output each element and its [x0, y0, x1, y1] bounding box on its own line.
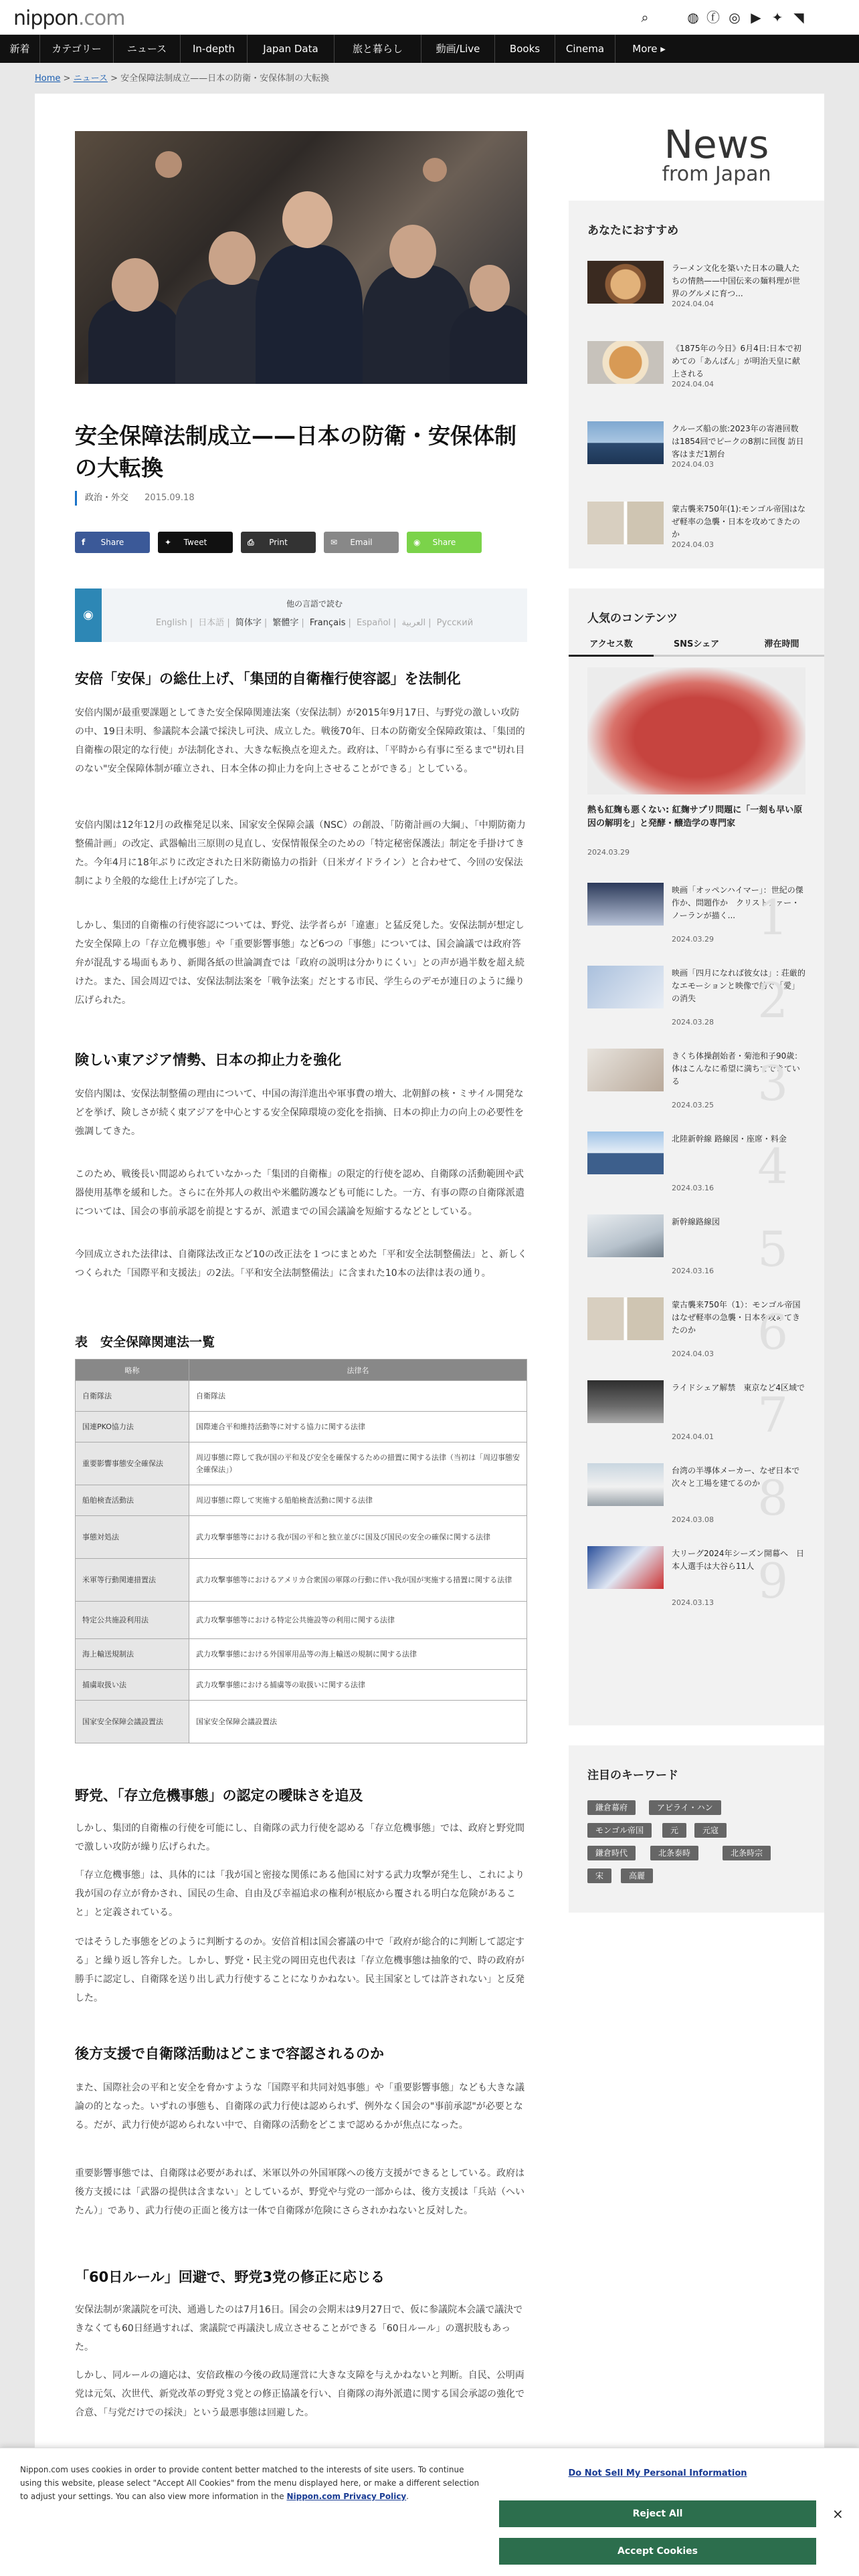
table-header: 略称: [76, 1360, 189, 1381]
table-row: 国家安全保障会議設置法 国家安全保障会議設置法: [76, 1701, 527, 1743]
section-heading: 野党、「存立危機事態」の認定の曖昧さを追及: [75, 1788, 363, 1804]
table-row: 国連PKO協力法 国際連合平和維持活動等に対する協力に関する法律: [76, 1412, 527, 1442]
table-row: 米軍等行動関連措置法 武力攻撃事態等におけるアメリカ合衆国の軍隊の行動に伴い我が国が実施する措置に関する法律: [76, 1559, 527, 1602]
breadcrumb-current: 安全保障法制成立——日本の防衛・安保体制の大転換: [120, 74, 330, 84]
breadcrumb-news[interactable]: ニュース: [73, 74, 108, 84]
paragraph: 安倍内閣が最重要課題としてきた安全保障関連法案（安保法制）が2015年9月17日、与野党の激しい攻防の中、19日未明、参議院本会議で採決し可決、成立した。戦後70年、日本の防衛安全保障政策は、「集団的自衛権の限定的な行使」が法制化され、大きな転換点を迎えた。政府は、「平時から有事に至るまで"切れ目のない"安全保障体制が確立され、日本全体の抑止力を向上させることができる」としている。: [75, 708, 525, 774]
email-button[interactable]: ✉ Email: [324, 532, 399, 553]
popular-item[interactable]: 大リーグ2024年シーズン開幕へ 日本人選手は大谷ら11人 2024.03.13 9: [587, 1546, 801, 1613]
popular-item[interactable]: きくち体操創始者・菊池和子90歳：体はこんなに希望に満ちてできている 2024.03.25 3: [587, 1049, 801, 1115]
close-icon[interactable]: ×: [832, 2506, 844, 2522]
search-icon[interactable]: ⌕: [641, 9, 649, 25]
nav-item-books[interactable]: Books: [495, 35, 555, 63]
nav-item-news[interactable]: ニュース: [114, 35, 181, 63]
language-switcher-title: 他の言語で読む: [286, 599, 343, 609]
thumbnail: [587, 421, 664, 464]
lang-traditional-chinese[interactable]: 繁體字: [272, 618, 299, 628]
popular-item[interactable]: 台湾の半導体メーカー、なぜ日本で次々と工場を建てるのか 2024.03.08 8: [587, 1463, 801, 1530]
popular-first-image[interactable]: [587, 667, 805, 794]
facebook-icon[interactable]: ⓕ: [706, 9, 720, 25]
thumbnail: [587, 1049, 664, 1091]
keyword-tag[interactable]: 宋: [587, 1868, 611, 1883]
table-row: 船舶検査活動法 周辺事態に際して実施する船舶検査活動に関する法律: [76, 1485, 527, 1516]
section-heading: 後方支援で自衛隊活動はどこまで容認されるのか: [75, 2046, 384, 2062]
nav-item-cinema[interactable]: Cinema: [555, 35, 615, 63]
table-caption: 表 安全保障関連法一覧: [75, 1335, 215, 1350]
hero-photo: [75, 131, 527, 384]
breadcrumb-sep: >: [63, 74, 71, 84]
thumbnail: [587, 341, 664, 384]
nav-item-indepth[interactable]: In-depth: [181, 35, 248, 63]
email-icon: ✉: [330, 538, 338, 547]
recommend-item[interactable]: ラーメン文化を築いた日本の職人たちの情熱——中国伝来の麺料理が世界のグルメに育つ... 2024.04.04: [587, 261, 801, 314]
popular-item[interactable]: 北陸新幹線 路線図・座席・料金 2024.03.16 4: [587, 1132, 801, 1198]
language-list: English | 日本語 | 简体字 | 繁體字 | Français | Español | العربية | Русский: [155, 618, 474, 628]
recommend-item[interactable]: クルーズ船の旅:2023年の寄港回数は1854回でピークの8割に回復 訪日客はまだ1割台 2024.04.03: [587, 421, 801, 475]
article-category[interactable]: 政治・外交: [85, 493, 129, 503]
cookie-banner: [0, 2448, 859, 2576]
paragraph: 重要影響事態では、自衛隊は必要があれば、米軍以外の外国軍隊への後方支援ができるとしている。政府は後方支援には「武器の提供は含まない」としているが、野党や与党の一部からは、後方支援は「兵站（へいたん）」であり、武力行使の正面と後方は一体で自衛隊が危険にさらされかねないと反対した。: [75, 2168, 524, 2216]
thumbnail: [587, 1380, 664, 1423]
popular-tabs: [569, 637, 824, 657]
keyword-title: 注目のキーワード: [587, 1769, 678, 1782]
thumbnail: [587, 883, 664, 926]
popular-title: 人気のコンテンツ: [587, 612, 678, 625]
recommend-box: [569, 201, 824, 568]
popular-box: [569, 588, 824, 1725]
keyword-tag[interactable]: 元: [662, 1823, 686, 1838]
lang-spanish[interactable]: Español: [357, 618, 391, 628]
lang-russian[interactable]: Русский: [436, 618, 474, 628]
keyword-tag[interactable]: モンゴル帝国: [587, 1823, 652, 1838]
reject-all-button[interactable]: Reject All: [499, 2500, 816, 2527]
facebook-icon: f: [82, 538, 86, 547]
keyword-tag[interactable]: 高麗: [621, 1868, 653, 1883]
globe-icon[interactable]: ◍: [687, 9, 699, 25]
nav-item-new[interactable]: 新着: [0, 35, 40, 63]
print-icon: ⎙: [248, 538, 254, 547]
popular-first-date: 2024.03.29: [587, 848, 630, 857]
tweet-button[interactable]: ✦ Tweet: [158, 532, 233, 553]
nav-item-video[interactable]: 動画/Live: [421, 35, 495, 63]
breadcrumb-sep: >: [110, 74, 118, 84]
youtube-icon[interactable]: ▶: [751, 9, 761, 25]
article-date: 2015.09.18: [145, 493, 195, 503]
lang-simplified-chinese[interactable]: 简体字: [235, 618, 262, 628]
breadcrumb-home[interactable]: Home: [35, 74, 61, 84]
line-icon: ◉: [413, 538, 421, 547]
instagram-icon[interactable]: ◎: [729, 9, 741, 25]
popular-item[interactable]: 映画「四月になれば彼女は」: 荘厳的なエモーションと映像で紡ぐ「愛」の消失 2024.03.28 2: [587, 966, 801, 1033]
news-from-japan-banner[interactable]: News from Japan: [662, 122, 771, 186]
keyword-tag[interactable]: 北条時宗: [723, 1846, 771, 1860]
paragraph: しかし、集団的自衛権の行使容認については、野党、法学者らが「違憲」と猛反発した。安保法制が想定した安全保障上の「存立危機事態」や「重要影響事態」など6つの「事態」については、国会論議では政府答弁が混乱する場面もあり、新聞各紙の世論調査では「政府の説明は分かりにくい」との声が過半数を超え続けた。また、国会周辺では、安保法制法案を「戦争法案」だとする市民、学生らのデモが連日のように繰り広げられた。: [75, 920, 524, 1006]
do-not-sell-link[interactable]: Do Not Sell My Personal Information: [568, 2468, 747, 2478]
paragraph: ではそうした事態をどのように判断するのか。安倍首相は国会審議の中で「政府が総合的に判断して認定する」と繰り返し答弁した。しかし、野党・民主党の岡田克也代表は「存立危機事態は抽象的で、時の政府が勝手に認定し、自衛隊を送り出し武力行使することになりかねない。民主国家としては許されない」と反発した。: [75, 1937, 524, 2004]
accept-cookies-button[interactable]: Accept Cookies: [499, 2538, 816, 2565]
twitter-icon: ✦: [165, 538, 172, 547]
paragraph: 今回成立された法律は、自衛隊法改正など10の改正法を１つにまとめた「平和安全法制整備法」と、新しくつくられた「国際平和支援法」の2法。「平和安全法制整備法」に含まれた10本の法律は表の通り。: [75, 1249, 527, 1279]
cookie-text: Nippon.com uses cookies in order to provide content better matched to the interests of site users. To continue using this website, please select "Accept All Cookies" from the menu displayed here, or make a different selection to adjust your settings. You can also view more information in the Nippon.com Privacy Policy.: [20, 2465, 480, 2501]
law-table: [75, 1359, 527, 1743]
thumbnail: [587, 1132, 664, 1174]
popular-item[interactable]: 蒙古襲来750年（1）：モンゴル帝国はなぜ軽率の急襲・日本を攻めてきたのか 2024.04.03 6: [587, 1297, 801, 1364]
site-logo[interactable]: nippon.com: [13, 7, 125, 30]
keyword-tag[interactable]: 鎌倉幕府: [587, 1800, 636, 1815]
keyword-tag[interactable]: 鎌倉時代: [587, 1846, 636, 1860]
line-share-button[interactable]: ◉ Share: [407, 532, 482, 553]
paragraph: しかし、同ルールの適応は、安倍政権の今後の政局運営に大きな支障を与えかねないと判断。自民、公明両党は元気、次世代、新党改革の野党３党との修正協議を行い、自衛隊の海外派遣に関する国会承認の強化で合意、「与党だけでの採決」という最悪事態は回避した。: [75, 2370, 524, 2418]
tab-access[interactable]: アクセス数: [569, 637, 654, 657]
print-button[interactable]: ⎙ Print: [241, 532, 316, 553]
section-heading: 「60日ルール」回避で、野党3党の修正に応じる: [75, 2269, 385, 2285]
recommend-title: あなたにおすすめ: [587, 224, 679, 237]
paragraph: このため、戦後長い間認められていなかった「集団的自衛権」の限定的行使を認め、自衛隊の活動範囲や武器使用基準を緩和した。さらに在外邦人の救出や米艦防護なども可能にした。一方、有事の際の自衛隊派遣については、国会の事前承認を前提とするが、派遣までの国会議論を短縮するなどとしている。: [75, 1169, 524, 1217]
table-row: 特定公共施設利用法 武力攻撃事態等における特定公共施設等の利用に関する法律: [76, 1602, 527, 1639]
paragraph: しかし、集団的自衛権の行使を可能にし、自衛隊の武力行使を認める「存立危機事態」では、政府と野党間で激しい攻防が繰り広げられた。: [75, 1823, 524, 1852]
table-row: 重要影響事態安全確保法 周辺事態に際して我が国の平和及び安全を確保するための措置に関する法律（当初は「周辺事態安全確保法」）: [76, 1442, 527, 1485]
popular-item[interactable]: ライドシェア解禁 東京など4区域で 2024.04.01 7: [587, 1380, 801, 1447]
lang-french[interactable]: Français: [309, 618, 346, 628]
nav-item-more[interactable]: More ▸: [632, 43, 666, 55]
table-header: 法律名: [189, 1360, 527, 1381]
top-bar: [0, 0, 859, 35]
lang-japanese[interactable]: 日本語: [198, 618, 225, 628]
thumbnail: [587, 1214, 664, 1257]
language-switcher: [75, 588, 527, 642]
facebook-share-button[interactable]: f Share: [75, 532, 150, 553]
lang-english[interactable]: English: [155, 618, 187, 628]
keyword-tag[interactable]: 元寇: [694, 1823, 727, 1838]
paragraph: 安保法制が衆議院を可決、通過したのは7月16日。国会の会期末は9月27日で、仮に参議院本会議で議決できなくても60日経過すれば、衆議院で再議決し成立させることができる「60日ルール」の選択肢もあった。: [75, 2304, 523, 2353]
keyword-tag[interactable]: アピライ・ハン: [649, 1800, 721, 1815]
table-row: 事態対処法 武力攻撃事態等における我が国の平和と独立並びに国及び国民の安全の確保に関する法律: [76, 1516, 527, 1559]
tab-sns[interactable]: SNSシェア: [654, 637, 739, 657]
nav-item-travel[interactable]: 旅と暮らし: [335, 35, 421, 63]
paragraph: 「存立危機事態」は、具体的には「我が国と密接な関係にある他国に対する武力攻撃が発生し、これにより我が国の存立が脅かされ、国民の生命、自由及び幸福追求の権利が根底から覆される明白な危険があること」と定義されている。: [75, 1870, 524, 1918]
nav-item-category[interactable]: カテゴリー: [40, 35, 114, 63]
popular-item[interactable]: 映画「オッペンハイマー」：世紀の傑作か、問題作か クリストファー・ノーランが描く... 2024.03.29 1: [587, 883, 801, 950]
paragraph: 安倍内閣は12年12月の政権発足以来、国家安全保障会議（NSC）の創設、「防衛計画の大綱」、「中期防衛力整備計画」の改定、武器輸出三原則の見直し、安保情報保全のための「特定秘密保護法」制定を手掛けてきた。今年4月に18年ぶりに改定された日米防衛協力の指針（日米ガイドライン）と合わせて、今回の安保法制により全般的な総仕上げが完了した。: [75, 820, 526, 887]
paragraph: 安倍内閣は、安保法制整備の理由について、中国の海洋進出や軍事費の増大、北朝鮮の核・ミサイル開発などを挙げ、険しさが続く東アジアを中心とする安全保障環境の変化を指摘、日本の抑止力の向上の必要性を強調してきた。: [75, 1089, 524, 1137]
nav-item-japan-data[interactable]: Japan Data: [248, 35, 335, 63]
recommend-item[interactable]: 蒙古襲来750年(1):モンゴル帝国はなぜ軽率の急襲・日本を攻めてきたのか 2024.04.03: [587, 502, 801, 555]
tab-time[interactable]: 滞在時間: [739, 637, 824, 657]
recommend-item[interactable]: 《1875年の今日》6月4日:日本で初めての「あんぱん」が明治天皇に献上される 2024.04.04: [587, 341, 801, 395]
popular-first-title[interactable]: 熱も紅麹も悪くない: 紅麹サプリ問題に「一刻も早い原因の解明を」と発酵・醸造学の専門家: [587, 805, 803, 829]
privacy-policy-link[interactable]: Nippon.com Privacy Policy: [286, 2492, 407, 2501]
breadcrumb: [35, 71, 329, 84]
table-row: 捕虜取扱い法 武力攻撃事態における捕虜等の取扱いに関する法律: [76, 1670, 527, 1701]
twitter-icon[interactable]: ✦: [771, 9, 783, 25]
thumbnail: [587, 1546, 664, 1589]
lang-arabic[interactable]: العربية: [401, 618, 426, 628]
table-row: 自衛隊法 自衛隊法: [76, 1381, 527, 1412]
thumbnail: [587, 1463, 664, 1506]
article-title: 安全保障法制成立——日本の防衛・安保体制の大転換: [75, 423, 516, 481]
thumbnail: [587, 966, 664, 1008]
thumbnail: [587, 502, 664, 544]
popular-item[interactable]: 新幹線路線図 2024.03.16 5: [587, 1214, 801, 1281]
keyword-tag[interactable]: 北条泰時: [650, 1846, 698, 1860]
rss-icon[interactable]: ◥: [793, 9, 804, 25]
section-heading: 安倍「安保」の総仕上げ、「集団的自衛権行使容認」を法制化: [75, 671, 461, 687]
thumbnail: [587, 1297, 664, 1340]
table-row: 海上輸送規制法 武力攻撃事態における外国軍用品等の海上輸送の規制に関する法律: [76, 1639, 527, 1670]
globe-icon: ◉: [75, 588, 102, 642]
keyword-box: [569, 1745, 824, 1913]
main-nav: [0, 35, 859, 63]
article-meta: [75, 491, 195, 506]
section-heading: 険しい東アジア情勢、日本の抑止力を強化: [75, 1052, 342, 1068]
paragraph: また、国際社会の平和と安全を脅かすような「国際平和共同対処事態」や「重要影響事態」なども大きな議論の的となった。いずれの事態も、自衛隊の武力行使は認められず、例外なく国会の"事前承認"が必要となる。だが、武力行使が認められない中で、自衛隊の活動をどこまで認めるかが焦点になった。: [75, 2082, 524, 2131]
thumbnail: [587, 261, 664, 304]
